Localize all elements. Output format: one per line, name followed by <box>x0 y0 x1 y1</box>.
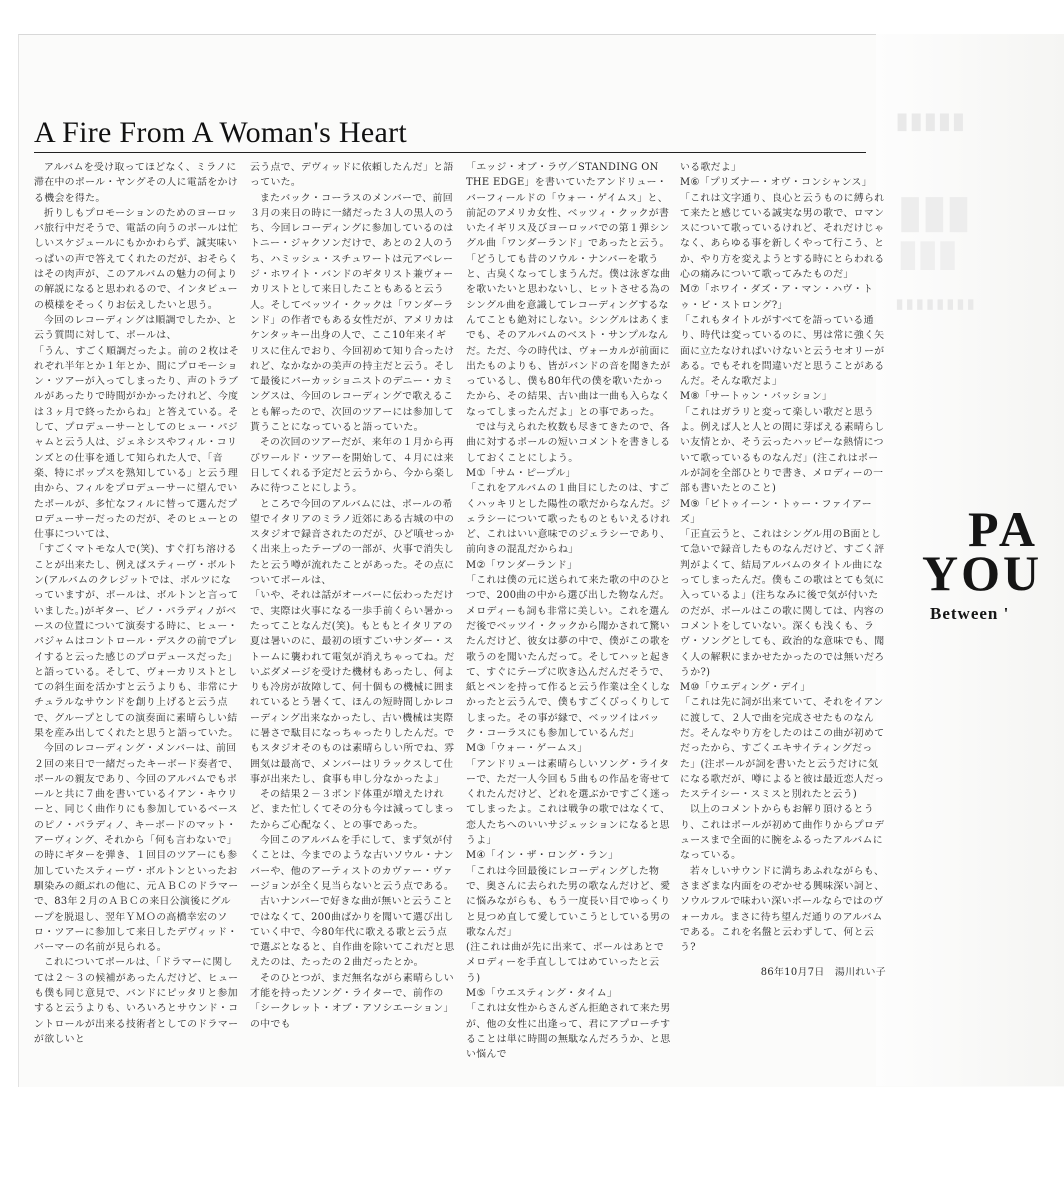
paragraph: 「これは女性からさんざん拒絶されて来た男が、他の女性に出逢って、君にアプローチすることは単に時間の無駄なんだろうか、と思い悩んで <box>466 1003 671 1061</box>
paragraph: 以上のコメントからもお解り頂けるとうり、これはポールが初めて曲作りからプロデュースまで全面的に腕をふるったアルバムになっている。 <box>680 804 885 862</box>
paragraph: 「これは僕の元に送られて来た歌の中のひとつで、200曲の中から選び出した物なんだ。メロディーも詞も非常に美しい。これを選んだ後でベッツイ・クックから聞かされて驚いたんだけど、彼女は夢の中で、僕がこの歌を歌うのを聞いたんだって。そしてハッと起きて、すぐにテープに吹き込んだんだそうで、紙とペンを持って作ると云う作業は全くしなかったと云うんで、僕もすごくびっくりしてしまった。その事が縁で、ベッツイはバック・コーラスにも参加しているんだ」 <box>466 575 671 739</box>
cover-subtitle: Between ' <box>930 604 1010 623</box>
paragraph: その次回のツアーだが、来年の１月から再びワールド・ツアーを開始して、４月には来日してくれる予定だと云うから、今から楽しみに待つことにしよう。 <box>250 437 455 495</box>
paragraph: 「正直云うと、これはシングル用のB面として急いで録音したものなんだけど、すごく評判がよくて、結局アルバムのタイトル曲になってしまったんだ。僕もこの歌はとても気に入っているよ」(注ちなみに後で気が付いたのだが、ポールはこの歌に関しては、内容のコメントをしていない。深くも浅くも、ラヴ・ソングとしても、政治的な意味でも、聞く人の解釈にまかせたかったのでは無いだろうか?) <box>680 529 885 678</box>
paragraph: 「すごくマトモな人で(笑)、すぐ打ち溶けることが出来たし、例えばスティーヴ・ボルトン(アルバムのクレジットでは、ボルツになっていますが、ポールは、ボルトンと言っていました。)がギター、ピノ・パラディノがベースの位置について演奏する時に、ヒュー・パジャムはコントロール・デスクの前でプレイすると云った感じのプロデュースだった」と語っている。そして、ヴォーカリストとしての斜生面を活かすと云うよりも、非常にナチュラルなサウンドを創り上げると云う点で、グループとしての演奏面に素晴らしい結果を産み出してくれたと思うと語っていた。 <box>34 544 239 739</box>
paragraph: ところで今回のアルバムには、ポールの希望でイタリアのミラノ近郊にある古城の中のスタジオで録音されたのだが、ひど嗔せっかく出来上ったテープの一部が、火事で消失したと云う噂が流れたことがあった。その点についてポールは、 <box>250 498 455 587</box>
paragraph: 「いや、それは話がオーバーに伝わっただけで、実際は火事になる一歩手前くらい暑かったってことなんだ(笑)。もともとイタリアの夏は暑いのに、最初の頃すごいサンダー・ストームに襲われて電気が消えちゃってね。だいぶダメージを受けた機材もあったし、何よりも冷房が故障して、何十個もの機械に囲まれているとう暑くて、ほんの短時間しかレコーディング出来なかったし、古い機械は実際に暑さで駄目になっちゃったりしたんだ。でもスタジオそのものは素晴らしい所でね、雰囲気は最高で、メンバーはリラックスして仕事が出来たし、食事も申し分なかったよ」 <box>250 590 455 785</box>
paragraph: M⑩「ウエディング・デイ」 <box>680 682 811 694</box>
paragraph: そのひとつが、まだ無名ながら素晴らしい才能を持ったソング・ライターで、前作の「シークレット・オブ・アソシエーション」の中でも <box>250 972 454 1030</box>
text-column-4 <box>680 160 886 981</box>
paragraph: 云う点で、デヴィッドに依頼したんだ」と語っていた。 <box>250 162 454 189</box>
paragraph: M①「サム・ピープル」 <box>466 467 576 479</box>
paragraph: 「どうしても昔のソウル・ナンバーを歌うと、古臭くなってしまうんだ。僕は泳ぎな曲を歌いたいと思わないし、ヒットさせる為のシングル曲を意識してレコーディングするなんてことも絶対にしない。シングルはあくまでも、そのアルバムのベスト・サンプルなんだ。ただ、今の時代は、ヴォーカルが前面に出たものよりも、皆がバンドの音を聞きたがっているし、僕も80年代の僕を歌いたかったから、その結果、古い曲は一曲も入らなくなってしまったんだよ」との事であった。 <box>466 253 671 418</box>
paragraph: 折りしもプロモーションのためのヨーロッパ旅行中だそうで、電話の向うのポールは忙しいスケジュールにもかかわらず、誠実味いっぱいの声で答えてくれたのだが、おそらくはその肉声が、このアルバムの魅力の何よりの解説になると思われるので、インタビューの模様をそっくりお伝えしたいと思う。 <box>34 207 239 311</box>
paragraph: アルバムを受け取ってほどなく、ミラノに滞在中のポール・ヤングその人に電話をかける機会を得た。 <box>34 162 239 204</box>
paragraph: その結果２－３ポンド体重が増えたけれど、また忙しくてその分も今は減ってしまったからご心配なく、との事であった。 <box>250 789 455 831</box>
article-title: A Fire From A Woman's Heart <box>34 116 408 149</box>
text-column-2 <box>250 160 456 1032</box>
paragraph: (注これは曲が先に出来て、ポールはあとでメロディーを手直ししてはめていったと云う) <box>466 942 665 984</box>
paragraph: 「これをアルバムの１曲目にしたのは、すごくハッキリとした陽性の歌だからなんだ。ジェラシーについて歌ったものともいえるけれど、これはいい意味でのジェラシーであり、前向きの混乱だからね」 <box>466 483 671 556</box>
show-through-text: ▮▮▮▮▮ <box>896 108 967 133</box>
paragraph: 「うん、すごく順調だったよ。前の２枚はそれぞれ半年とか１年とか、間にプロモーション・ツアーが入ってしまったり、声のトラブルがあったりで時間がかかったけれど、今度は３ヶ月で終ったからね」と答えている。そして、プロデューサーとしてのヒュー・パジャムと云う人は、ジェネシスやフィル・コリンズとの仕事を通して知られた人で、「音楽、特にポップスを熟知している」と云う理由から、フィルをプロデューサーに望んでいたポールが、多忙なフィルに替って選んだプロデューサーだったのだが、そのヒューとの仕事については、 <box>34 345 240 541</box>
paragraph: 今回のレコーディングは順調でしたか、と云う質問に対して、ポールは、 <box>34 314 238 342</box>
cover-title <box>876 480 1064 640</box>
paragraph: 「エッジ・オブ・ラヴ／STANDING ON THE EDGE」を書いていたアンドリュー・バーフィールドの「ウォー・ゲイムス」と、前記のアメリカ女性、ベッツィ・クックが書いたイギリス及びヨーロッパでの第１弾シングル曲「ワンダーランド」であったと云う。 <box>466 162 670 250</box>
paragraph: M⑦「ホワイ・ダズ・ア・マン・ハヴ・トゥ・ビ・ストロング?」 <box>680 284 874 311</box>
paragraph: M⑥「プリズナー・オヴ・コンシャンス」 <box>680 177 872 189</box>
show-through-text: ▮▮▮▮▮▮▮▮ <box>896 296 978 311</box>
paragraph: M⑨「ビトゥイーン・トゥー・ファイアーズ」 <box>680 498 873 525</box>
paragraph: いる歌だよ」 <box>680 162 742 173</box>
paragraph: 今回のレコーディング・メンバーは、前回２回の来日で一緒だったキーボード奏者で、ポールの親友であり、今回のアルバムでもポールと共に７曲を書いているイアン・キウリーと、同じく曲作りにも参加しているベースのピノ・パラディノ、キーボードのマット・アーヴィング、それから「何も言わないで」の時にギターを弾き、１回目のツアーにも参加していたスティーヴ・ボルトンといったお馴染みの顔ぶれの他に、元ＡＢＣのドラマーで、83年２月のＡＢＣの来日公演後にグループを脱退し、翌年ＹＭＯの高橋幸宏のソロ・ツアーに参加して来日したデヴィッド・パーマーの名前が見られる。 <box>34 743 239 954</box>
cover-title-line-1: PA <box>968 501 1039 557</box>
cover-title-line-2: YOU <box>922 545 1043 601</box>
paragraph: 若々しいサウンドに満ちあふれながらも、さまざまな内面をのぞかせる興味深い詞と、ソウルフルで味わい深いポールならではのヴォーカル。まさに待ち望んだ通りのアルバムである。これを名盤と云わずして、何と云う? <box>680 865 885 954</box>
show-through-text: ▮▮▮ <box>898 187 971 236</box>
paragraph: M④「イン・ザ・ロング・ラン」 <box>466 850 619 862</box>
paragraph: 「アンドリューは素晴らしいソング・ライターで、ただ一人今回も５曲もの作品を寄せてくれたんだけど、どれを選ぶかですごく迷ってしまったよ。これは戦争の歌ではなくて、恋人たちへのいいサジェッションになると思うよ」 <box>466 758 671 847</box>
title-rule <box>34 152 866 153</box>
paragraph: 「これは今回最後にレコーディングした物で、奥さんに去られた男の歌なんだけど、愛に悩みながらも、もう一度長い目でゆっくりと見つめ直して愛していこうとしている男の歌なんだ」 <box>466 865 671 938</box>
text-column-1 <box>34 160 240 1047</box>
paragraph: 今回このアルバムを手にして、まず気が付くことは、今までのような古いソウル・ナンバーや、他のアーティストのカヴァー・ヴァージョンが全く見当らないと云う点である。 <box>250 835 455 892</box>
author-signature: 86年10月7日 湯川れい子 <box>760 967 886 979</box>
paragraph: 古いナンバーで好きな曲が無いと云うことではなくて、200曲ばかりを聞いて選び出していく中で、今80年代に歌える歌と云う点で選ぶとなると、自作曲を除いてこれだと思えたのは、たったの２曲だったとか。 <box>250 896 455 969</box>
paragraph: またバック・コーラスのメンバーで、前回３月の来日の時に一緒だった３人の黒人のうち、今回レコーディングに参加しているのはトニー・ジャクソンだけで、あとの２人のうち、ハミッシュ・スチュワートは元アベレージ・ホワイト・バンドのギタリスト兼ヴォーカリストとして来日したこともあると云う人。そしてベッツイ・クックは「ワンダーランド」の作者でもある女性だが、アメリカはケンタッキー出身の人で、ここ10年来イギリスに住んでおり、今回初めて知り合ったけれど、なかなかの美声の持主だと云う。そして最後にパーカッショニストのデニー・カミングスは、今回のレコーディングで歌えることも解ったので、次回のツアーには参加して貰うことになっていると語っていた。 <box>250 192 455 434</box>
paragraph: 「これはガラリと変って楽しい歌だと思うよ。例えば人と人との間に芽ばえる素晴らしい友情とか、そう云ったハッピーな熱情について歌っているものなんだ」(注これはポールが詞を全部ひとりで書き、メロディーの一部も書いたとのこと) <box>680 406 885 495</box>
paragraph: 「これもタイトルがすべてを語っている通り、時代は変っているのに、男は常に強く矢面に立たなければいけないと云うセオリーがある。でもそれを問違いだと思うことがあるんだ。そんな歌だよ」 <box>680 314 885 388</box>
paragraph: 「これは文字通り、良心と云うものに縛られて来たと感じている誠実な男の歌で、ロマンスについて歌っているけれど、それだけじゃなく、あらゆる事を新しくやって行こう、とか、やり方を変えようとする時にとらわれる心の痛みについて歌ってみたものだ」 <box>680 192 885 281</box>
paragraph: M②「ワンダーランド」 <box>466 559 578 571</box>
show-through-text: ▮▮▮ <box>898 233 958 273</box>
paragraph: では与えられた枚数も尽きてきたので、各曲に対するポールの短いコメントを書きしるしておくことにしよう。 <box>466 422 671 464</box>
paragraph: M③「ウォー・ゲームス」 <box>466 743 588 755</box>
paragraph: M⑧「サートゥン・パッション」 <box>680 391 833 403</box>
paragraph: これについてポールは、「ドラマーに関しては２～３の候補があったんだけど、ヒューも僕も同じ意見で、バンドにピッタリと参加すると云うよりも、いろいろとサウンド・コントロールが出来る技術者としてのドラマーが欲しいと <box>34 957 239 1045</box>
paragraph: M⑤「ウエスティング・タイム」 <box>466 988 618 1000</box>
paragraph: 「これは先に詞が出来ていて、それをイアンに渡して、２人で曲を完成させたものなんだ。そんなやり方をしたのはこの曲が初めてだったから、すごくエキサイティングだった」(注ポールが詞を書いたと云うだけに気になる歌だが、噂によると彼は最近恋人だったステイシー・スミスと別れたと云う) <box>680 697 885 801</box>
text-column-3 <box>466 160 672 1063</box>
